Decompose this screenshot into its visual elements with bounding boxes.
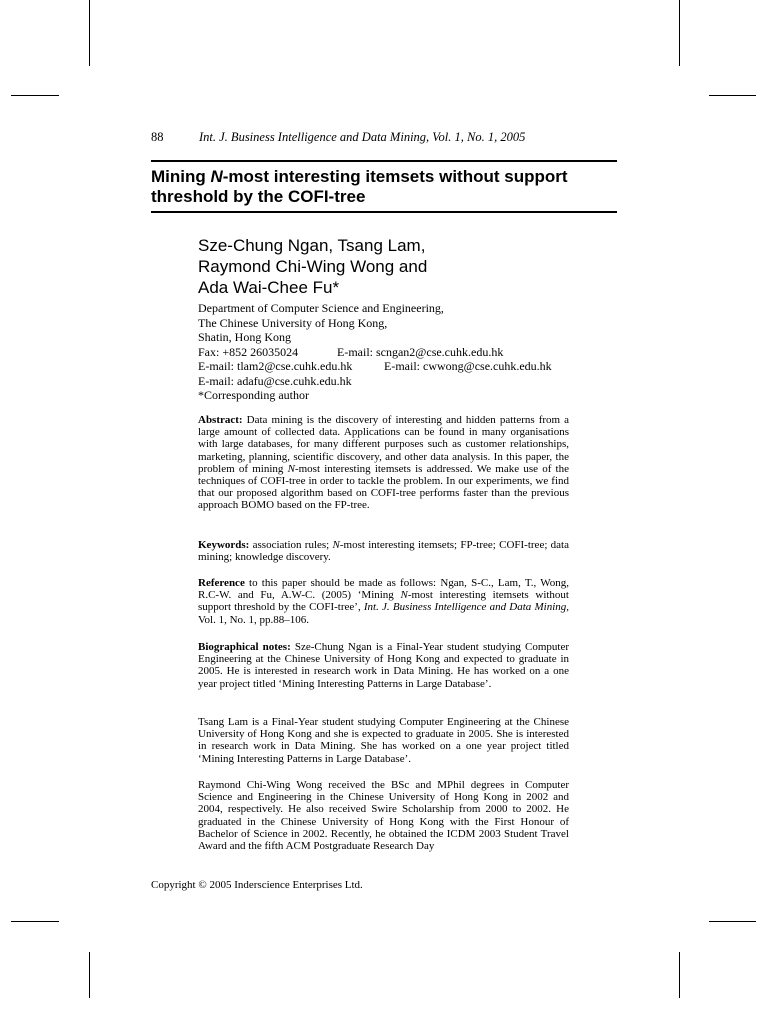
reference-journal: Int. J. Business Intelligence and Data Mining: [363, 601, 567, 614]
crop-mark-top-left-horizontal: [11, 95, 59, 96]
abstract-label: Abstract:: [198, 414, 243, 426]
email-link-lam[interactable]: E-mail: tlam2@cse.cuhk.edu.hk: [198, 359, 353, 373]
bio-paragraph-wong: [198, 779, 569, 852]
crop-mark-top-right-horizontal: [709, 95, 756, 96]
reference-italic-n: N: [400, 589, 408, 602]
crop-mark-bottom-right-vertical: [679, 952, 680, 998]
abstract-italic-n: N: [287, 462, 295, 475]
keywords-paragraph: [198, 539, 569, 563]
title-bottom-rule: [151, 211, 617, 213]
fax-number: Fax: +852 26035024: [198, 344, 299, 359]
paper-title: [151, 167, 617, 207]
email-link-fu[interactable]: E-mail: adafu@cse.cuhk.edu.hk: [198, 373, 352, 388]
email-link-wong[interactable]: E-mail: cwwong@cse.cuhk.edu.hk: [384, 359, 552, 373]
reference-text-2: -most interesting itemsets without support threshold by the COFI-tree’,: [198, 589, 569, 614]
author-line: Sze-Chung Ngan, Tsang Lam,: [198, 236, 426, 255]
author-list: [198, 235, 618, 298]
title-part-1: Mining: [151, 167, 211, 186]
bio-paragraph-ngan: [198, 641, 569, 690]
copyright-notice: Copyright © 2005 Inderscience Enterprises Ltd.: [151, 879, 363, 891]
email-link-ngan[interactable]: E-mail: scngan2@cse.cuhk.edu.hk: [337, 344, 504, 359]
affiliation-block: [198, 301, 618, 403]
reference-text-3: , Vol. 1, No. 1, pp.88–106.: [198, 601, 569, 626]
keywords-text-2: -most interesting itemsets; FP-tree; COFI-tree; data mining; knowledge discovery.: [198, 539, 569, 564]
page-number: 88: [151, 130, 164, 144]
affiliation-univ: The Chinese University of Hong Kong,: [198, 315, 388, 330]
abstract-text-1: Data mining is the discovery of interesting and hidden patterns from a large amount of collected data. Applications can be found in many organisations with large databases, for many different purposes such as customer relationships, marketing, planning, scientific discovery, and other data analysis. In this paper, the problem of mining: [198, 414, 569, 475]
reference-text-1: to this paper should be made as follows: Ngan, S-C., Lam, T., Wong, R.C-W. and Fu, A.W-C. (2005) ‘Mining: [198, 577, 569, 602]
affiliation-city: Shatin, Hong Kong: [198, 330, 291, 344]
bio-text-ngan: Sze-Chung Ngan is a Final-Year student studying Computer Engineering at the Chinese University of Hong Kong and expected to graduate in 2005. He is interested in research work in Data Mining. He has worked on a one year project titled ‘Mining Interesting Patterns in Large Database’.: [198, 641, 569, 690]
keywords-label: Keywords:: [198, 539, 250, 551]
abstract-text-2: -most interesting itemsets is addressed. We make use of the techniques of COFI-tree in order to tackle the problem. In our experiments, we find that our proposed algorithm based on COFI-tree performs faster than the previous approach BOMO based on the FP-tree.: [198, 462, 569, 512]
title-part-2: -most interesting itemsets without support threshold by the COFI-tree: [151, 167, 568, 206]
crop-mark-top-right-vertical: [679, 0, 680, 66]
affiliation-dept: Department of Computer Science and Engineering,: [198, 301, 444, 315]
keywords-italic-n: N: [332, 539, 340, 551]
reference-label: Reference: [198, 577, 245, 589]
author-line: Raymond Chi-Wing Wong and: [198, 257, 428, 276]
bio-text-wong: Raymond Chi-Wing Wong received the BSc and MPhil degrees in Computer Science and Engineering in the Chinese University of Hong Kong in 2002 and 2004, respectively. He also received Swire Scholarship from 2000 to 2002. He graduated in the Chinese University of Hong Kong with the First Honour of Bachelor of Science in 2002. Recently, he obtained the ICDM 2003 Student Travel Award and the fifth ACM Postgraduate Research Day: [198, 779, 569, 853]
crop-mark-bottom-right-horizontal: [709, 921, 756, 922]
abstract-paragraph: [198, 414, 569, 512]
crop-mark-top-left-vertical: [89, 0, 90, 66]
corresponding-author-note: *Corresponding author: [198, 388, 309, 402]
reference-paragraph: [198, 577, 569, 626]
bio-text-lam: Tsang Lam is a Final-Year student studying Computer Engineering at the Chinese University of Hong Kong and she is expected to graduate in 2005. She is interested in research work in Data Mining. She has worked on a one year project titled ‘Mining Interesting Patterns in Large Database’.: [198, 716, 569, 765]
crop-mark-bottom-left-horizontal: [11, 921, 59, 922]
bio-paragraph-lam: [198, 716, 569, 765]
journal-citation: Int. J. Business Intelligence and Data Mining, Vol. 1, No. 1, 2005: [199, 130, 526, 144]
title-italic-n: N: [210, 167, 223, 186]
crop-mark-bottom-left-vertical: [89, 952, 90, 998]
title-top-rule: [151, 160, 617, 162]
bio-label: Biographical notes:: [198, 641, 291, 653]
author-line: Ada Wai-Chee Fu*: [198, 278, 340, 297]
keywords-text-1: association rules;: [249, 539, 333, 551]
